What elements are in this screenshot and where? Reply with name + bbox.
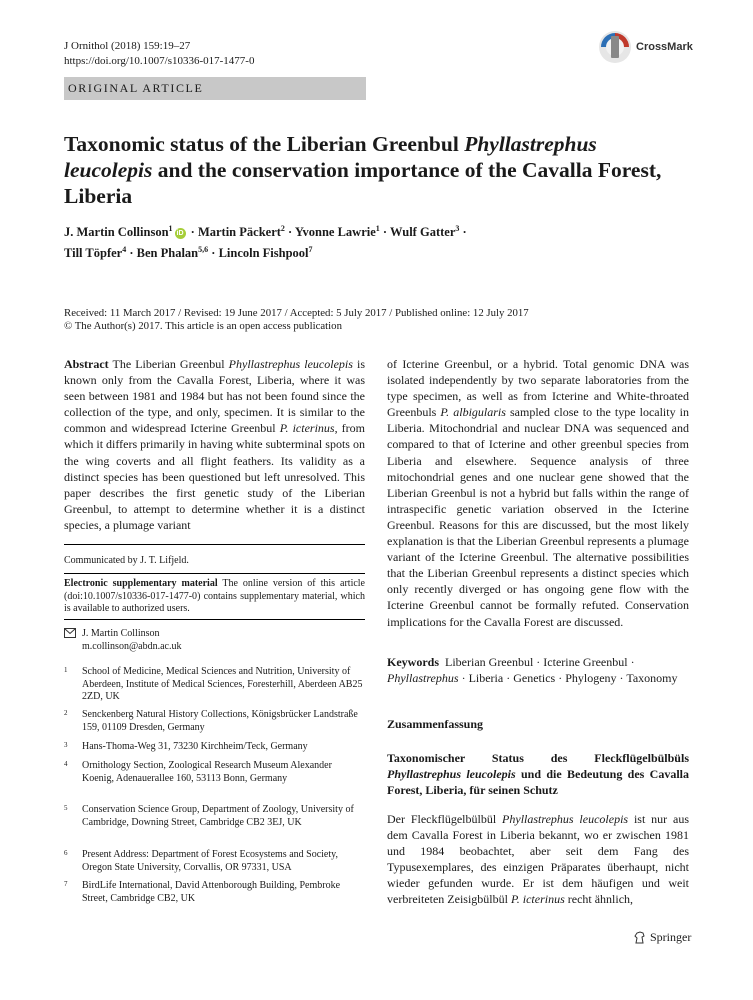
publisher-logo — [634, 930, 691, 945]
keywords: Keywords Liberian Greenbul · Icterine Greenbul · Phyllastrephus · Liberia · Genetics · Phylogeny · Taxonomy — [387, 655, 678, 686]
article-title: Taxonomic status of the Liberian Greenbul Phyllastrephus leucolepis and the conservation importance of the Cavalla Forest, Liberia — [64, 132, 662, 208]
communicated-by: Communicated by J. T. Lifjeld. — [64, 555, 189, 566]
publication-dates — [64, 307, 684, 333]
author-list: J. Martin Collinson$^1$iD · Martin Päckert$^2$ · Yvonne Lawrie$^1$ · Wulf Gatter$^3$ · Till Töpfer$^4$ · Ben Phalan$^{5,6}$ · Lincoln Fishpool$^7$ — [64, 224, 467, 261]
springer-horse-icon — [634, 931, 646, 944]
supplementary-doi-link[interactable]: 10.1007/s10336-017-1477-0 — [82, 590, 198, 602]
zusammenfassung-body: Der Fleckflügelbülbül Phyllastrephus leucolepis ist nur aus dem Cavalla Forest in Liberia bekannt, wo er zwischen 1981 und 1984 beobachtet, aber seit dem Fang des Typusexemplares, des einzigen Präparates überhaupt, nicht wieder gefunden wurde. Er ist dem häufigen und weit verbreiteten Zeisigbülbül P. icterinus recht ähnlich, — [387, 812, 689, 907]
copyright-line: © The Author(s) 2017. This article is an open access publication — [64, 320, 342, 332]
corresponding-email[interactable]: m.collinson@abdn.ac.uk — [82, 640, 182, 652]
article-type-banner: ORIGINAL ARTICLE — [64, 77, 366, 100]
abstract-heading: Abstract — [64, 357, 109, 371]
author-name[interactable]: Till Töpfer — [64, 246, 123, 261]
keyword: Genetics — [513, 671, 556, 686]
keyword: Liberian Greenbul — [445, 655, 534, 669]
author-name[interactable]: Ben Phalan — [136, 246, 199, 261]
crossmark-icon — [598, 30, 632, 64]
author-name[interactable]: Yvonne Lawrie — [294, 225, 376, 240]
affiliation: 2 Senckenberg Natural History Collections, Königsbrücker Landstraße 159, 01109 Dresden, Germany — [64, 709, 358, 733]
keywords-heading: Keywords — [387, 655, 439, 669]
affiliation: 6 Present Address: Department of Forest Ecosystems and Society, Oregon State University, Corvallis, OR 97331, USA — [64, 849, 338, 873]
publisher-name: Springer — [650, 930, 692, 944]
corresponding-name: J. Martin Collinson — [82, 628, 160, 639]
abstract-left: Abstract The Liberian Greenbul Phyllastrephus leucolepis is known only from the Cavalla Forest, Liberia, where it was seen between 1981 and 1984 but has not been found since the collection of the type, and only, specimen. It is similar to the common and widespread Icterine Greenbul P. icterinus, from which it differs primarily in having white subterminal spots on the wing coverts and all flight feathers. Its validity as a distinct species has been questioned but left unresolved. This paper describes the first genetic study of the Liberian Greenbul, to attempt to determine whether it is a distinct species, a plumage variant — [64, 357, 365, 532]
supplementary-note: Electronic supplementary material The online version of this article (doi:10.1007/s10336-017-1477-0) contains supplementary material, which is available to authorized users. — [64, 578, 365, 615]
affiliation: 7 BirdLife International, David Attenborough Building, Pembroke Street, Cambridge CB2, UK — [64, 880, 341, 904]
abstract-right: of Icterine Greenbul, or a hybrid. Total genomic DNA was isolated independently by two separate laboratories from the type specimen, as well as from Icterine and White-throated Greenbuls P. albigularis sampled close to the type locality in Liberia. Mitochondrial and nuclear DNA was sequenced and compared to that of Icterine and other greenbul species from Liberia and elsewhere. Sequence analysis of three mitochondrial genes and one nuclear gene showed that the Liberian Greenbul is not a hybrid but falls within the range of intraspecific genetic variation observed in the Icterine Greenbul. Reasons for this are discussed, but the most likely explanation is that the Liberian Greenbul represents a plumage variant of the Icterine Greenbul. The alternative possibilities that the Liberian Greenbul represents a distinct species which only recently diverged or has ongoing gene flow with the Icterine Greenbul cannot be formally refuted. Conservation implications for the Cavalla Forest are discussed. — [387, 357, 689, 629]
journal-citation: J Ornithol (2018) 159:19–27 — [64, 40, 191, 52]
keyword: Liberia — [468, 671, 504, 686]
divider — [64, 573, 365, 574]
keyword: Taxonomy — [626, 671, 678, 686]
zusammenfassung-heading: Zusammenfassung — [387, 717, 484, 731]
author-name[interactable]: Martin Päckert — [197, 225, 281, 240]
divider — [64, 544, 365, 545]
affiliation: 1 School of Medicine, Medical Sciences and Nutrition, University of Aberdeen, Institute of Medical Sciences, Foresterhill, Aberdeen AB25 2ZD, UK — [64, 666, 363, 703]
divider — [64, 619, 365, 620]
envelope-icon — [64, 628, 76, 643]
zusammenfassung-title: Taxonomischer Status des Fleckflügelbülbüls Phyllastrephus leucolepis und die Bedeutung des Cavalla Forest, Liberia, für seinen Schutz — [387, 751, 689, 798]
author-name[interactable]: Wulf Gatter — [389, 225, 456, 240]
affiliation: 5 Conservation Science Group, Department of Zoology, University of Cambridge, Downing Street, Cambridge CB2 3EJ, UK — [64, 804, 354, 828]
keyword: Icterine Greenbul — [543, 655, 628, 669]
date-history: Received: 11 March 2017 / Revised: 19 June 2017 / Accepted: 5 July 2017 / Published online: 12 July 2017 — [64, 307, 529, 319]
author-name[interactable]: J. Martin Collinson — [64, 225, 169, 240]
doi-link[interactable]: https://doi.org/10.1007/s10336-017-1477-0 — [64, 55, 255, 67]
orcid-icon[interactable]: iD — [176, 229, 184, 237]
crossmark-label: CrossMark — [636, 41, 693, 53]
keyword: Phyllastrephus — [387, 671, 459, 686]
affiliation: 4 Ornithology Section, Zoological Research Museum Alexander Koenig, Adenauerallee 160, 53113 Bonn, Germany — [64, 760, 332, 784]
author-name[interactable]: Lincoln Fishpool — [218, 246, 309, 261]
affiliation: 3 Hans-Thoma-Weg 31, 73230 Kirchheim/Teck, Germany — [64, 741, 308, 752]
crossmark-badge[interactable] — [598, 30, 693, 64]
keyword: Phylogeny — [565, 671, 617, 686]
corresponding-author — [64, 628, 365, 653]
